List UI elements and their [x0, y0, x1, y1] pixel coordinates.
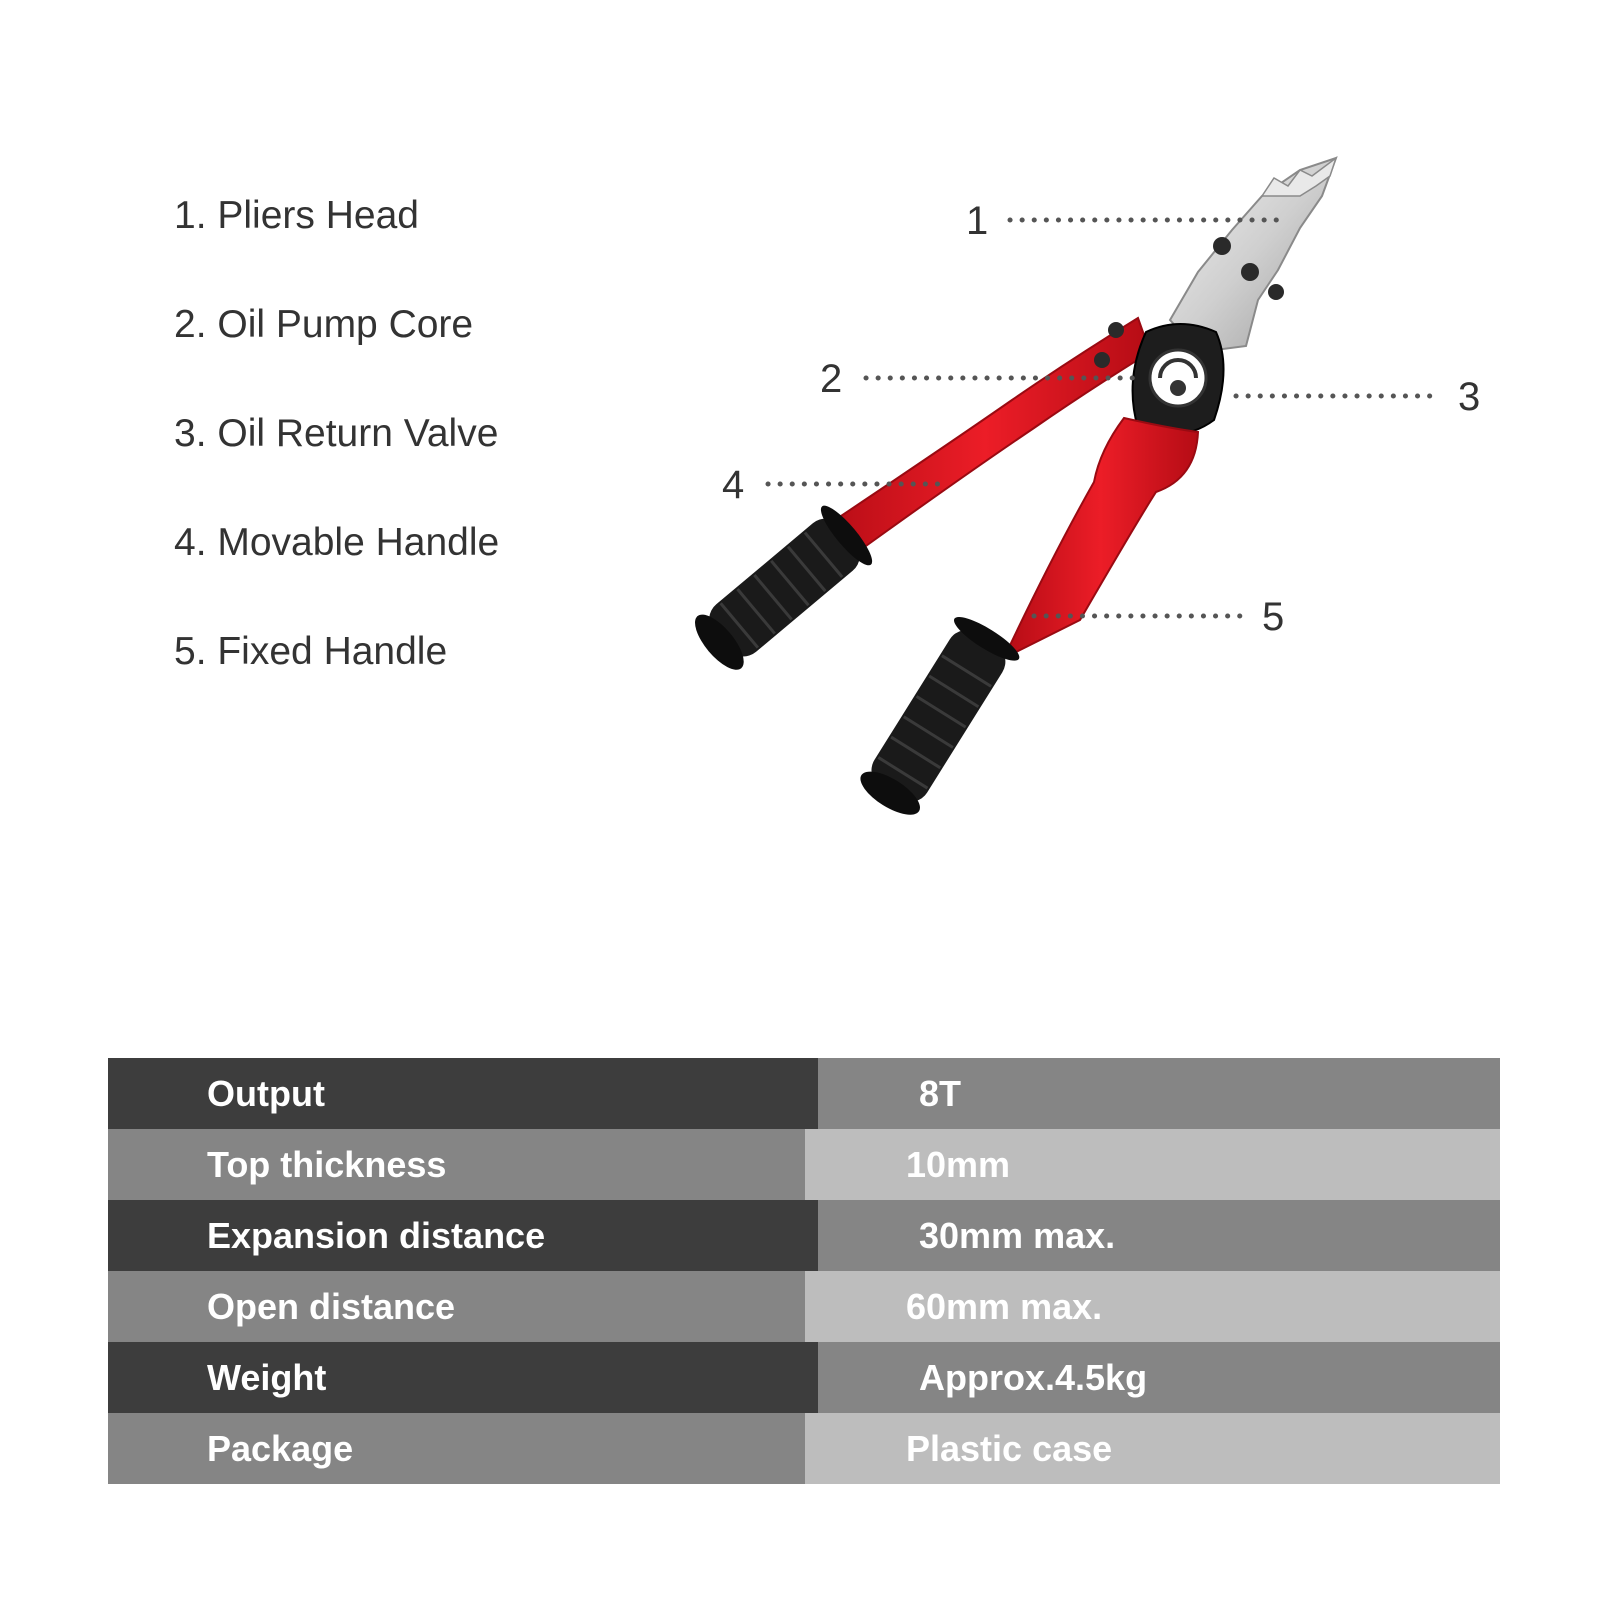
- part-item-pliers-head: 1. Pliers Head: [174, 194, 419, 237]
- pliers-head: [1170, 158, 1336, 352]
- callout-number-2: 2: [820, 357, 843, 401]
- callout-number-4: 4: [722, 463, 745, 507]
- spec-table: [108, 1058, 1500, 1484]
- spec-value: 60mm max.: [805, 1271, 1500, 1342]
- spec-label: Open distance: [108, 1271, 805, 1342]
- part-item-movable-handle: 4. Movable Handle: [174, 521, 500, 564]
- spec-row-expansion-distance: [108, 1200, 1500, 1271]
- fixed-handle: [1004, 418, 1198, 658]
- spec-value: Approx.4.5kg: [818, 1342, 1500, 1413]
- oil-pump-body: [1133, 324, 1224, 434]
- callout-number-5: 5: [1262, 595, 1285, 639]
- spec-value: 30mm max.: [818, 1200, 1500, 1271]
- spec-label: Output: [108, 1058, 818, 1129]
- spec-row-top-thickness: [108, 1129, 1500, 1200]
- spec-label: Expansion distance: [108, 1200, 818, 1271]
- spec-row-weight: [108, 1342, 1500, 1413]
- callout-number-3: 3: [1458, 375, 1481, 419]
- spec-row-output: [108, 1058, 1500, 1129]
- fixed-handle-grip: [851, 610, 1025, 825]
- spec-label: Weight: [108, 1342, 818, 1413]
- spec-row-open-distance: [108, 1271, 1500, 1342]
- callout-number-1: 1: [966, 199, 989, 243]
- spec-value: 8T: [818, 1058, 1500, 1129]
- spec-value: Plastic case: [805, 1413, 1500, 1484]
- spec-label: Top thickness: [108, 1129, 805, 1200]
- part-item-fixed-handle: 5. Fixed Handle: [174, 630, 448, 673]
- spec-row-package: [108, 1413, 1500, 1484]
- movable-handle-grip: [684, 500, 878, 680]
- part-item-oil-pump-core: 2. Oil Pump Core: [174, 303, 474, 346]
- part-item-oil-return-valve: 3. Oil Return Valve: [174, 412, 499, 455]
- spec-label: Package: [108, 1413, 805, 1484]
- spec-value: 10mm: [805, 1129, 1500, 1200]
